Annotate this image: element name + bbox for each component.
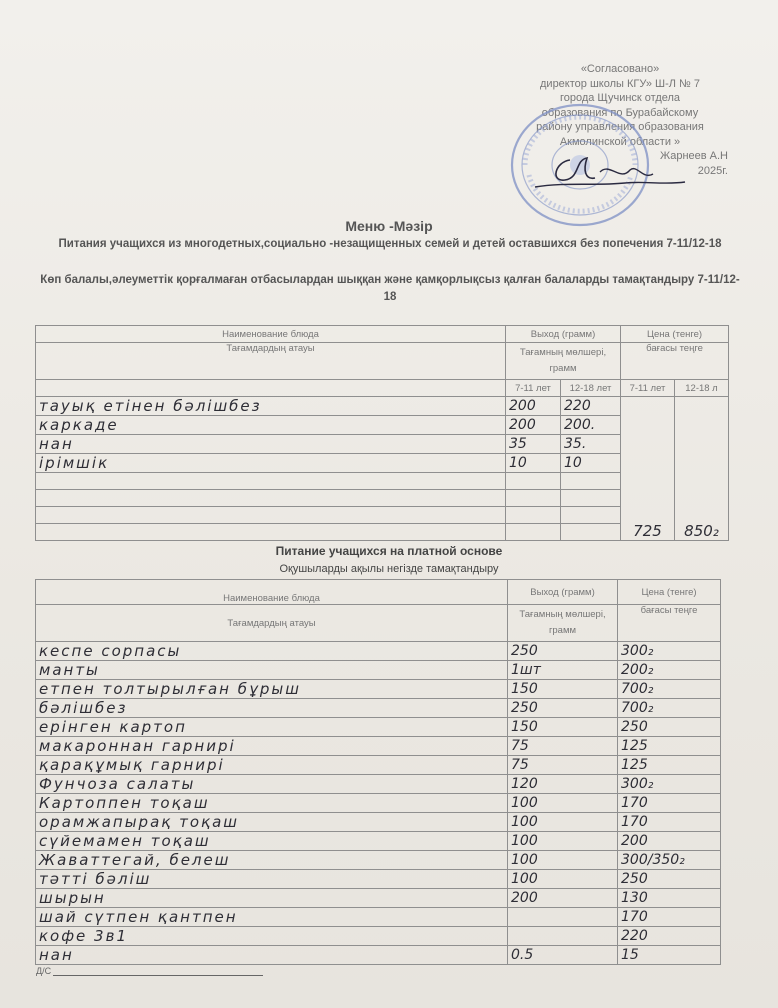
- output-cell: 100: [508, 870, 618, 889]
- price-cell: 250: [618, 718, 721, 737]
- dish-cell: орамжапырақ тоқаш: [36, 813, 508, 832]
- free-meals-table: [35, 325, 729, 541]
- output-cell: 10: [561, 454, 621, 473]
- price-cell: 250: [618, 870, 721, 889]
- col-price-kz: бағасы теңге: [618, 605, 721, 642]
- handwritten-signature-icon: [525, 152, 695, 197]
- output-cell: [506, 490, 561, 507]
- output-cell: [506, 524, 561, 541]
- age-header: 7-11 лет: [506, 380, 561, 397]
- approval-signatory: Жарнеев А.Н: [659, 150, 728, 162]
- dish-cell: шай сүтпен қантпен: [36, 908, 508, 927]
- output-cell: [508, 927, 618, 946]
- output-cell: 75: [508, 756, 618, 775]
- approval-line: Акмолинской области »: [559, 135, 681, 148]
- dish-cell: шырын: [36, 889, 508, 908]
- price-cell: 125: [618, 737, 721, 756]
- ds-underline: [53, 975, 263, 976]
- output-cell: 35: [506, 435, 561, 454]
- col-output-kz: Тағамның мөлшері, грамм: [508, 605, 618, 642]
- dish-cell: кофе 3в1: [36, 927, 508, 946]
- price-cell: 170: [618, 794, 721, 813]
- dish-cell: [36, 473, 506, 490]
- menu-title: Меню -Мәзір: [345, 218, 433, 234]
- output-cell: [506, 507, 561, 524]
- dish-cell: тауық етінен бәлішбез: [36, 397, 506, 416]
- paid-meals-table: [35, 579, 721, 965]
- dish-cell: бәлішбез: [36, 699, 508, 718]
- dish-cell: каркаде: [36, 416, 506, 435]
- total-price-cell: [675, 397, 729, 541]
- output-cell: 150: [508, 680, 618, 699]
- output-cell: [561, 507, 621, 524]
- dish-cell: Жаваттегай, белеш: [36, 851, 508, 870]
- col-dish-ru: Наименование блюда: [36, 580, 508, 605]
- dish-cell: тәтті бәліш: [36, 870, 508, 889]
- price-cell: 130: [618, 889, 721, 908]
- price-cell: 170: [618, 908, 721, 927]
- output-cell: [506, 473, 561, 490]
- price-cell: 300₂: [618, 775, 721, 794]
- col-price-ru: Цена (тенге): [618, 580, 721, 605]
- age-header: 12-18 л: [675, 380, 729, 397]
- dish-cell: нан: [36, 435, 506, 454]
- menu-subtitle-kz: Көп балалы,әлеуметтік қорғалмаған отбасылардан шыққан және қамқорлықсыз қалған балаларды тамақтандыру 7-11/12-18: [40, 274, 740, 303]
- output-cell: 100: [508, 794, 618, 813]
- output-cell: 120: [508, 775, 618, 794]
- output-cell: 100: [508, 813, 618, 832]
- col-output-ru: Выход (грамм): [508, 580, 618, 605]
- price-cell: 15: [618, 946, 721, 965]
- output-cell: [561, 490, 621, 507]
- menu-subtitle-ru: Питания учащихся из многодетных,социально -незащищенных семей и детей оставшихся без попечения 7-11/12-18: [58, 238, 722, 250]
- price-cell: 300₂: [618, 642, 721, 661]
- col-output-kz: Тағамның мөлшері, грамм: [506, 343, 621, 380]
- ds-label: Д/С: [36, 966, 52, 976]
- approval-line: «Согласовано»: [580, 63, 660, 75]
- col-price-ru: Цена (тенге): [621, 326, 729, 343]
- col-dish-kz: Тағамдардың атауы: [36, 343, 506, 380]
- dish-cell: кеспе сорпасы: [36, 642, 508, 661]
- dish-cell: сүйемамен тоқаш: [36, 832, 508, 851]
- price-cell: 170: [618, 813, 721, 832]
- output-cell: 100: [508, 851, 618, 870]
- ds-signature-line: [36, 966, 263, 976]
- approval-line: образования по Бурабайскому: [541, 106, 699, 119]
- output-cell: 0.5: [508, 946, 618, 965]
- dish-cell: [36, 507, 506, 524]
- total-price-a: 725: [633, 522, 662, 540]
- dish-cell: ерінген картоп: [36, 718, 508, 737]
- total-price-cell: [621, 397, 675, 541]
- output-cell: 35.: [561, 435, 621, 454]
- col-dish-kz: Тағамдардың атауы: [36, 605, 508, 642]
- dish-cell: Фунчоза салаты: [36, 775, 508, 794]
- output-cell: [508, 908, 618, 927]
- price-cell: 300/350₂: [618, 851, 721, 870]
- dish-cell: ірімшік: [36, 454, 506, 473]
- dish-cell: [36, 524, 506, 541]
- price-cell: 700₂: [618, 699, 721, 718]
- col-dish-ru: Наименование блюда: [36, 326, 506, 343]
- output-cell: 250: [508, 642, 618, 661]
- price-cell: 200₂: [618, 661, 721, 680]
- dish-cell: Картоппен тоқаш: [36, 794, 508, 813]
- price-cell: 125: [618, 756, 721, 775]
- price-cell: 200: [618, 832, 721, 851]
- dish-cell: [36, 490, 506, 507]
- output-cell: 250: [508, 699, 618, 718]
- col-output-ru: Выход (грамм): [506, 326, 621, 343]
- output-cell: 200: [506, 397, 561, 416]
- paid-meals-subtitle: Оқушыларды ақылы негізде тамақтандыру: [279, 563, 499, 575]
- price-cell: 700₂: [618, 680, 721, 699]
- output-cell: 200.: [561, 416, 621, 435]
- output-cell: 200: [506, 416, 561, 435]
- dish-cell: қарақұмық гарнирі: [36, 756, 508, 775]
- approval-date: 2025г.: [697, 164, 728, 177]
- total-price-b: 850₂: [684, 522, 719, 540]
- output-cell: [561, 524, 621, 541]
- approval-line: города Щучинск отдела: [559, 92, 681, 104]
- approval-line: району управления образования: [536, 121, 704, 133]
- col-price-kz: бағасы теңге: [621, 343, 729, 380]
- dish-cell: макароннан гарнирі: [36, 737, 508, 756]
- dish-cell: етпен толтырылған бұрыш: [36, 680, 508, 699]
- output-cell: 100: [508, 832, 618, 851]
- output-cell: 10: [506, 454, 561, 473]
- output-cell: [561, 473, 621, 490]
- age-header: 7-11 лет: [621, 380, 675, 397]
- output-cell: 150: [508, 718, 618, 737]
- age-header: 12-18 лет: [561, 380, 621, 397]
- dish-cell: манты: [36, 661, 508, 680]
- age-header-empty: [36, 380, 506, 397]
- dish-cell: нан: [36, 946, 508, 965]
- output-cell: 220: [561, 397, 621, 416]
- approval-line: директор школы КГУ» Ш-Л № 7: [540, 77, 700, 90]
- paid-meals-title: Питание учащихся на платной основе: [275, 544, 503, 558]
- output-cell: 200: [508, 889, 618, 908]
- output-cell: 75: [508, 737, 618, 756]
- output-cell: 1шт: [508, 661, 618, 680]
- price-cell: 220: [618, 927, 721, 946]
